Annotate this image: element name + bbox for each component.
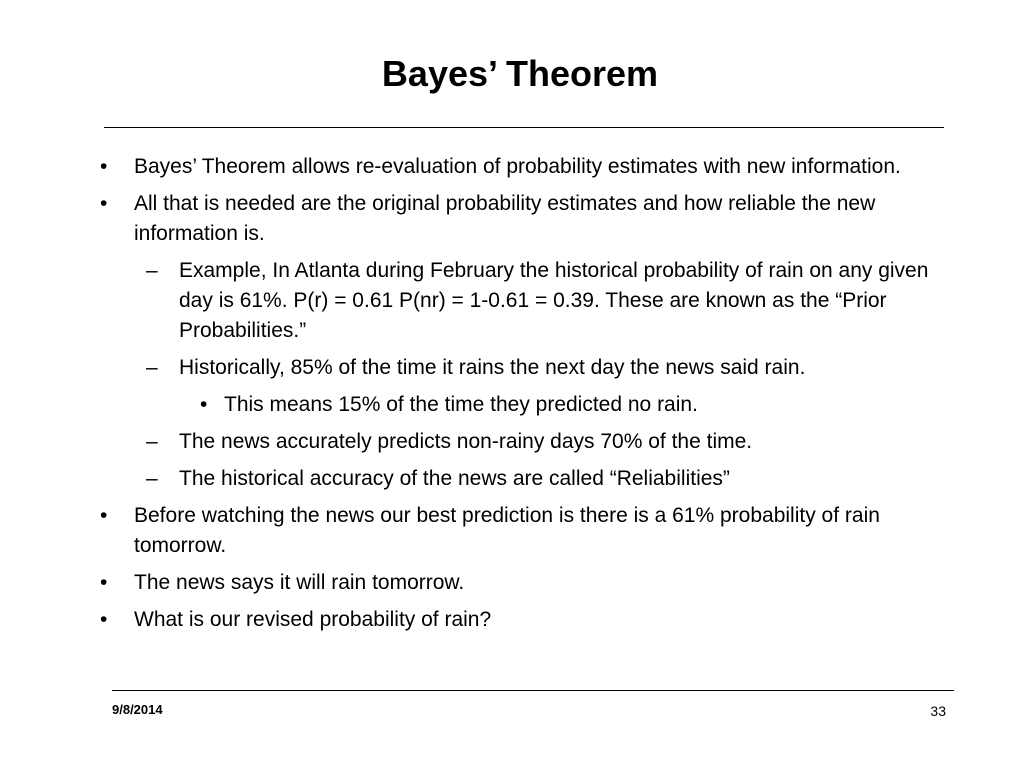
bullet-item (100, 501, 954, 561)
bullet-marker: • (200, 393, 208, 416)
footer-divider (112, 690, 954, 691)
sub-bullet-item (146, 427, 959, 457)
bullet-item (100, 189, 954, 249)
sub-bullet-text: Historically, 85% of the time it rains the next day the news said rain. (179, 356, 806, 379)
sub-sub-bullet-item (200, 390, 964, 420)
bullet-text: The news says it will rain tomorrow. (134, 571, 465, 594)
bullet-text: Before watching the news our best prediction is there is a 61% probability of rain tomorrow. (134, 504, 880, 557)
title-divider (104, 127, 944, 128)
slide-title: Bayes’ Theorem (381, 53, 659, 94)
sub-bullet-text: Example, In Atlanta during February the historical probability of rain on any given day is 61%. P(r) = 0.61 P(nr) = 1-0.61 = 0.39. These are known as the “Prior Probabilities.” (179, 259, 929, 342)
bullet-item (100, 568, 954, 598)
sub-bullet-item (146, 256, 959, 346)
bullet-item (100, 152, 954, 182)
bullet-text: All that is needed are the original probability estimates and how reliable the new information is. (134, 192, 876, 245)
page-number: 33 (930, 703, 946, 719)
bullet-marker: • (100, 504, 108, 527)
bullet-item (100, 605, 954, 635)
sub-bullet-text: The news accurately predicts non-rainy days 70% of the time. (179, 430, 753, 453)
sub-sub-bullet-text: This means 15% of the time they predicted no rain. (224, 393, 698, 416)
bullet-list (0, 152, 1024, 642)
footer-date: 9/8/2014 (112, 702, 163, 717)
sub-bullet-item (146, 353, 959, 383)
bullet-marker: • (100, 155, 108, 178)
bullet-text: What is our revised probability of rain? (134, 608, 492, 631)
bullet-marker: • (100, 608, 108, 631)
dash-marker: – (146, 259, 158, 282)
bullet-text: Bayes’ Theorem allows re-evaluation of probability estimates with new information. (134, 155, 901, 178)
bullet-marker: • (100, 571, 108, 594)
sub-bullet-text: The historical accuracy of the news are called “Reliabilities” (179, 467, 730, 490)
bullet-marker: • (100, 192, 108, 215)
dash-marker: – (146, 356, 158, 379)
dash-marker: – (146, 430, 158, 453)
dash-marker: – (146, 467, 158, 490)
sub-bullet-item (146, 464, 959, 494)
